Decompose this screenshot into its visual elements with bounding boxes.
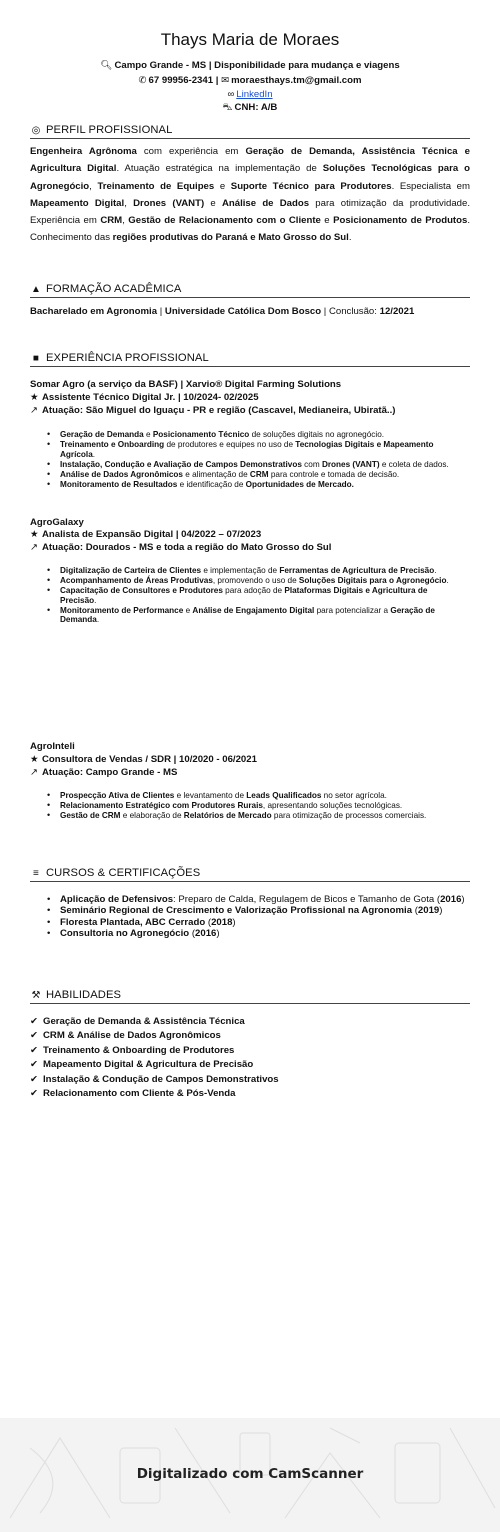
phone-email-line: ✆ 67 99956-2341 | ✉ moraesthays.tm@gmail.com (138, 75, 362, 86)
check-icon: ✔ (30, 1074, 39, 1085)
check-icon: ✔ (30, 1016, 39, 1027)
list-item: • Capacitação de Consultores e Produtores para adoção de Plataformas Digitais e Agricultura de Precisão. (60, 586, 460, 605)
candidate-name: Thays Maria de Moraes (160, 30, 340, 49)
pin-icon: ↗ (30, 767, 39, 778)
job-location: ↗ Atuação: São Miguel do Iguaçu - PR e região (Cascavel, Medianeira, Ubiratã..) (30, 405, 396, 416)
check-icon: ✔ (30, 1045, 39, 1056)
books-icon: ≡ (33, 867, 39, 879)
skills-heading: ⚒ HABILIDADES (30, 989, 470, 1004)
linkedin-link[interactable]: LinkedIn (236, 89, 273, 100)
list-item: • Geração de Demanda e Posicionamento Técnico de soluções digitais no agronegócio. (60, 430, 460, 440)
courses-heading: ≡ CURSOS & CERTIFICAÇÕES (30, 867, 470, 882)
list-item: • Instalação, Condução e Avaliação de Campos Demonstrativos com Drones (VANT) e coleta de dados. (60, 460, 460, 470)
skill-item: ✔ Instalação & Condução de Campos Demonstrativos (30, 1074, 279, 1085)
job-bullets (60, 566, 460, 625)
linkedin-line (0, 88, 500, 101)
pin-icon: ↗ (30, 542, 39, 553)
list-item: • Gestão de CRM e elaboração de Relatórios de Mercado para otimização de processos comerciais. (60, 811, 460, 821)
experience-heading: ■ EXPERIÊNCIA PROFISSIONAL (30, 352, 470, 367)
job-company: Somar Agro (a serviço da BASF) | Xarvio® Digital Farming Solutions (30, 379, 342, 390)
job-role: ★ Assistente Técnico Digital Jr. | 10/2024- 02/2025 (30, 392, 259, 403)
skill-item: ✔ Mapeamento Digital & Agricultura de Precisão (30, 1059, 254, 1070)
job-role: ★ Consultora de Vendas / SDR | 10/2020 - 06/2021 (30, 754, 257, 765)
job-bullets (60, 430, 460, 490)
list-item: • Relacionamento Estratégico com Produtores Rurais, apresentando soluções tecnológicas. (60, 801, 460, 811)
profile-heading: ◎ PERFIL PROFISSIONAL (30, 124, 470, 139)
pushpin-icon: ★ (30, 392, 39, 403)
target-icon: ◎ (31, 124, 41, 136)
link-icon: ∞ (227, 89, 235, 100)
skill-item: ✔ CRM & Análise de Dados Agronômicos (30, 1030, 221, 1041)
graduation-cap-icon: ▲ (31, 283, 41, 295)
list-item: • Consultoria no Agronegócio (2016) (60, 928, 470, 939)
check-icon: ✔ (30, 1088, 39, 1099)
job-company: AgroGalaxy (30, 517, 84, 528)
skill-item: ✔ Relacionamento com Cliente & Pós-Venda (30, 1088, 236, 1099)
education-heading: ▲ FORMAÇÃO ACADÊMICA (30, 283, 470, 298)
briefcase-icon: ■ (32, 352, 40, 364)
list-item: • Prospecção Ativa de Clientes e levantamento de Leads Qualificados no setor agrícola. (60, 791, 460, 801)
profile-summary: Engenheira Agrônoma com experiência em Geração de Demanda, Assistência Técnica e Agricultura Digital. Atuação estratégica na implementação de Soluções Tecnológicas para o Agronegócio, Treinamento de Equipes e Suporte Técnico para Produtores. Especialista em Mapeamento Digital, Drones (VANT) e Análise de Dados para otimização da produtividade. Experiência em CRM, Gestão de Relacionamento com o Cliente e Posicionamento de Produtos. Conhecimento das regiões produtivas do Paraná e Mato Grosso do Sul. (30, 146, 470, 244)
check-icon: ✔ (30, 1059, 39, 1070)
list-item: • Análise de Dados Agronômicos e alimentação de CRM para controle e tomada de decisão. (60, 470, 460, 480)
phone-icon: ✆ (138, 75, 147, 86)
skill-item: ✔ Treinamento & Onboarding de Produtores (30, 1045, 235, 1056)
education-entry: Bacharelado em Agronomia | Universidade Católica Dom Bosco | Conclusão: 12/2021 (30, 306, 415, 317)
email-text: moraesthays.tm@gmail.com (231, 75, 362, 86)
job-bullets (60, 791, 460, 821)
camscanner-watermark: Digitalizado com CamScanner (136, 1466, 364, 1482)
list-item: • Monitoramento de Resultados e identificação de Oportunidades de Mercado. (60, 480, 460, 490)
location-line: 🔍︎ Campo Grande - MS | Disponibilidade para mudança e viagens (100, 60, 400, 71)
check-icon: ✔ (30, 1030, 39, 1041)
list-item: • Aplicação de Defensivos: Preparo de Calda, Regulagem de Bicos e Tamanho de Gota (2016) (60, 894, 470, 905)
scanner-footer (0, 1418, 500, 1532)
cnh-line: ⛍ CNH: A/B (222, 102, 278, 113)
pin-icon: ↗ (30, 405, 39, 416)
job-role: ★ Analista de Expansão Digital | 04/2022 – 07/2023 (30, 529, 262, 540)
list-item: • Treinamento e Onboarding de produtores e equipes no uso de Tecnologias Digitais e Mapeamento Agrícola. (60, 440, 460, 459)
job-location: ↗ Atuação: Campo Grande - MS (30, 767, 178, 778)
envelope-icon: ✉ (221, 75, 230, 86)
list-item: • Floresta Plantada, ABC Cerrado (2018) (60, 917, 470, 928)
job-company: AgroInteli (30, 741, 75, 752)
list-item: • Acompanhamento de Áreas Produtivas, promovendo o uso de Soluções Digitais para o Agronegócio. (60, 576, 460, 586)
pushpin-icon: ★ (30, 754, 39, 765)
pin-icon: 🔍︎ (100, 60, 113, 71)
list-item: • Digitalização de Carteira de Clientes e implementação de Ferramentas de Agricultura de Precisão. (60, 566, 460, 576)
list-item: • Monitoramento de Performance e Análise de Engajamento Digital para potencializar a Geração de Demanda. (60, 606, 460, 625)
phone-text: 67 99956-2341 (148, 75, 214, 86)
job-location: ↗ Atuação: Dourados - MS e toda a região do Mato Grosso do Sul (30, 542, 332, 553)
courses-list (60, 894, 470, 940)
car-icon: ⛍ (222, 102, 233, 113)
skill-item: ✔ Geração de Demanda & Assistência Técnica (30, 1016, 245, 1027)
list-item: • Seminário Regional de Crescimento e Valorização Profissional na Agronomia (2019) (60, 905, 470, 916)
wrench-icon: ⚒ (31, 989, 41, 1001)
pushpin-icon: ★ (30, 529, 39, 540)
